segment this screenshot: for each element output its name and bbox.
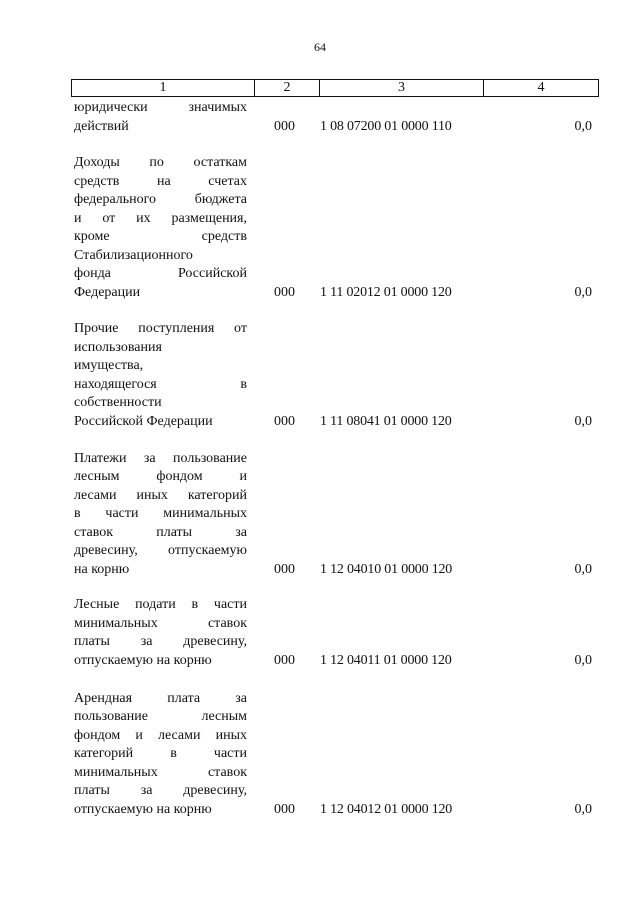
row-amount: 0,0	[574, 413, 592, 429]
description-line: лесным фондом и	[74, 469, 247, 484]
table-row	[74, 450, 596, 580]
table-row	[74, 99, 596, 136]
description-line: федерального бюджета	[74, 192, 247, 207]
description-line: в части минимальных	[74, 506, 247, 521]
description-line: Российской Федерации	[74, 413, 213, 429]
row-admin-code: 000	[274, 801, 295, 817]
row-description	[74, 99, 247, 136]
description-line: пользование лесным	[74, 709, 247, 724]
description-line: лесами иных категорий	[74, 487, 247, 503]
row-description	[74, 320, 247, 431]
row-description	[74, 596, 247, 670]
description-line: категорий в части	[74, 746, 247, 761]
row-description	[74, 690, 247, 820]
row-amount: 0,0	[574, 284, 592, 300]
description-line: минимальных ставок	[74, 764, 247, 780]
description-line: Прочие поступления от	[74, 321, 247, 336]
table-row	[74, 690, 596, 820]
description-line: средств на счетах	[74, 173, 247, 189]
table-header	[71, 79, 599, 97]
header-col-4: 4	[537, 80, 545, 95]
table-row	[74, 154, 596, 302]
row-admin-code: 000	[274, 561, 295, 577]
row-amount: 0,0	[574, 652, 592, 668]
description-line: и от их размещения,	[74, 210, 247, 226]
description-line: отпускаемую на корню	[74, 652, 212, 668]
row-admin-code: 000	[274, 413, 295, 429]
description-line: использования	[74, 339, 162, 355]
row-budget-code: 1 12 04010 01 0000 120	[320, 561, 453, 577]
description-line: ставок платы за	[74, 524, 247, 540]
row-description	[74, 154, 247, 302]
header-col-1: 1	[72, 80, 255, 96]
description-line: Лесные подати в части	[74, 597, 247, 612]
description-line: Платежи за пользование	[74, 450, 247, 466]
row-budget-code: 1 11 08041 01 0000 120	[320, 413, 452, 429]
row-admin-code: 000	[274, 652, 295, 668]
description-line: имущества,	[74, 358, 144, 373]
description-line: кроме средств	[74, 229, 247, 244]
row-amount: 0,0	[574, 561, 592, 577]
description-line: собственности	[74, 395, 162, 410]
description-line: на корню	[74, 561, 130, 577]
row-description	[74, 450, 247, 580]
description-line: Арендная плата за	[74, 690, 247, 706]
row-budget-code: 1 12 04011 01 0000 120	[320, 652, 452, 668]
row-budget-code: 1 08 07200 01 0000 110	[320, 118, 452, 134]
header-col-3: 3	[320, 80, 484, 96]
description-line: минимальных ставок	[74, 615, 247, 631]
table-row	[74, 596, 596, 670]
row-admin-code: 000	[274, 118, 295, 134]
row-budget-code: 1 11 02012 01 0000 120	[320, 284, 452, 300]
description-line: Федерации	[74, 284, 141, 300]
description-line: фондом и лесами иных	[74, 727, 247, 743]
table-row	[74, 320, 596, 431]
header-col-2: 2	[255, 80, 320, 96]
description-line: платы за древесину,	[74, 634, 247, 649]
row-amount: 0,0	[574, 801, 592, 817]
description-line: действий	[74, 118, 129, 134]
description-line: отпускаемую на корню	[74, 801, 212, 817]
row-admin-code: 000	[274, 284, 295, 300]
page-number: 64	[314, 40, 326, 54]
description-line: Стабилизационного	[74, 247, 193, 263]
description-line: фонда Российской	[74, 266, 247, 281]
description-line: платы за древесину,	[74, 783, 247, 798]
description-line: древесину, отпускаемую	[74, 543, 247, 558]
description-line: юридически значимых	[74, 100, 247, 115]
description-line: находящегося в	[74, 376, 247, 392]
row-budget-code: 1 12 04012 01 0000 120	[320, 801, 453, 817]
description-line: Доходы по остаткам	[74, 155, 247, 170]
row-amount: 0,0	[574, 118, 592, 134]
